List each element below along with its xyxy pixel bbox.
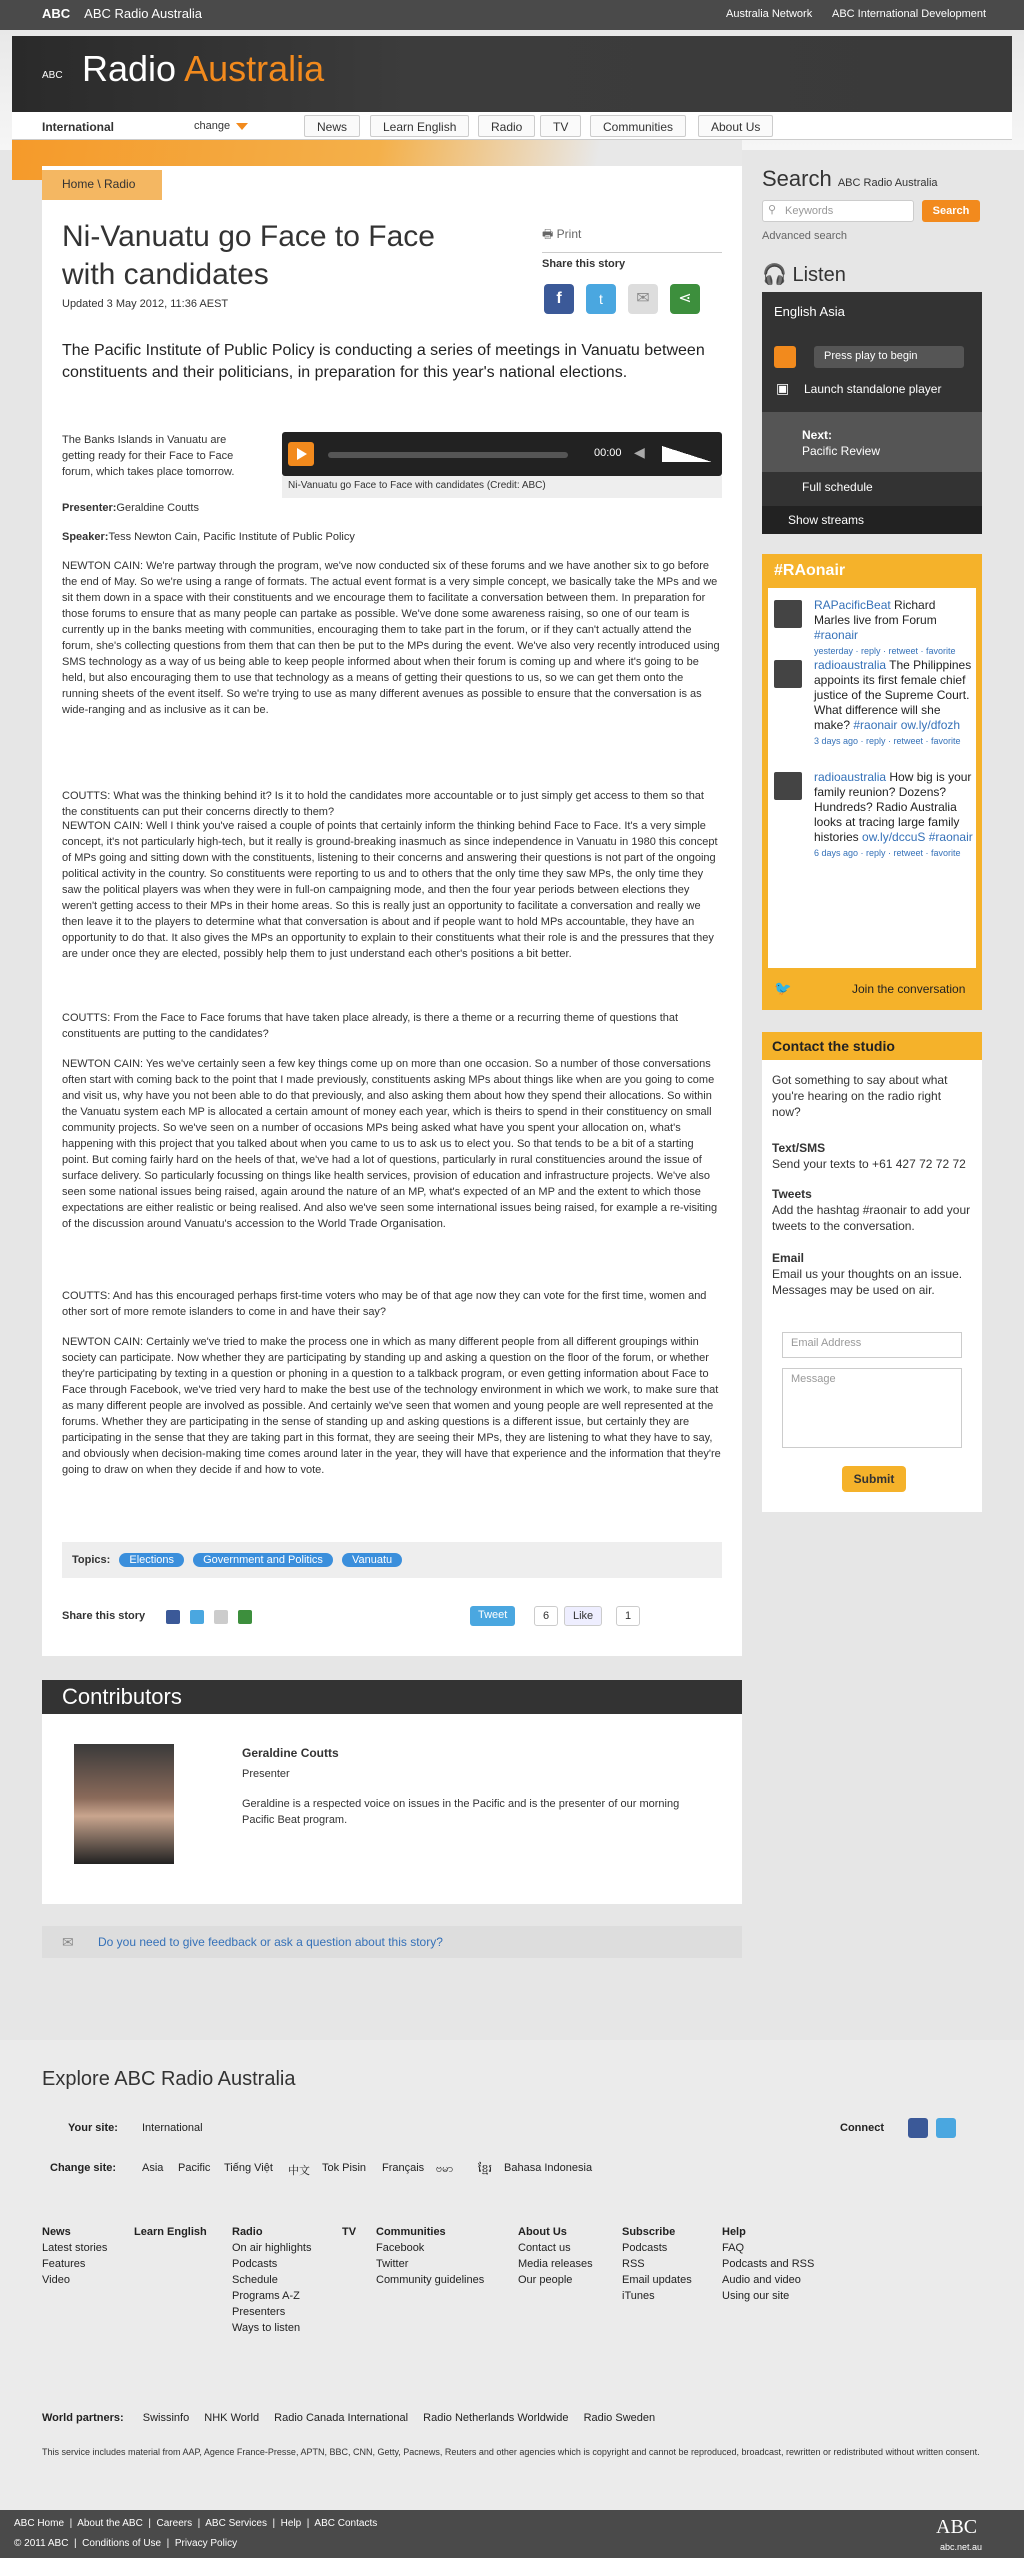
raonair-panel xyxy=(762,554,982,1010)
contact-intro: Got something to say about what you're hearing on the radio right now? xyxy=(772,1073,948,1119)
topic-tag[interactable]: Elections xyxy=(119,1553,184,1567)
article-paragraph: COUTTS: And has this encouraged perhaps first-time voters who may be of that age now they can vote for the first time, women and other sort of more remote islanders to come in and have their say? xyxy=(62,1290,707,1318)
nav-communities[interactable]: Communities xyxy=(590,115,686,137)
search-button[interactable]: Search xyxy=(922,200,980,222)
site-title: Radio Australia xyxy=(82,48,325,89)
main-nav xyxy=(12,112,1012,140)
change-site-label: Change site: xyxy=(50,2162,117,2174)
footer-col: TV xyxy=(342,2226,357,2238)
volume-icon[interactable]: ◀ xyxy=(634,444,645,460)
brand-banner[interactable] xyxy=(12,36,1012,112)
search-icon: ⚲ xyxy=(768,204,777,216)
topic-tag[interactable]: Government and Politics xyxy=(193,1553,333,1567)
contact-title: Contact the studio xyxy=(762,1032,982,1060)
search-title: Search ABC Radio Australia xyxy=(762,166,938,191)
twitter-icon[interactable]: t xyxy=(586,284,616,314)
play-icon xyxy=(297,448,307,460)
nav-radio[interactable]: Radio xyxy=(478,115,535,137)
tweet-item: RAPacificBeat Richard Marles live from Forum #raonair yesterday · reply · retweet · favorite xyxy=(774,598,974,659)
email-label: Email xyxy=(772,1251,805,1265)
footer-col: Learn English xyxy=(134,2226,207,2238)
play-button[interactable] xyxy=(774,346,796,368)
site-vietnamese[interactable]: Tiếng Việt xyxy=(224,2162,273,2174)
chevron-down-icon xyxy=(236,123,248,130)
footer-col: Communities Facebook Twitter Community guidelines xyxy=(376,2226,485,2286)
article-paragraph: NEWTON CAIN: Well I think you've raised a couple of points that certainly inform the thinking behind Face to Face. It's a very simple concept, it's not particularly high-tech, but it really is ground-breaking inasmuch as since independence in Vanuatu in 1980 this concept of MPs going and sitting down with the constituents, listening to their concerns and answering their questions is not part of the ongoing political activity in the country. So constituents were reporting to us and to others that the only time they saw MPs, the only time they saw the political players was when they were in full-on campaigning mode, and then the four year periods between elections they weren't getting access to their MPs in their home areas. So this is really just an opportunity to facilitate a conversation and really we then leave it to the players to determine what that conversation is about and if people want to hold MPs accountable, they have an opportunity to do that. It also gives the MPs an opportunity to explain to their constituents what their role is and the pressures that they are under once they are elected, possibly help them to just understand each other's positions a bit better. xyxy=(62,820,718,960)
volume-slider[interactable] xyxy=(662,446,712,462)
contributor-photo xyxy=(74,1744,174,1864)
footer-col: News Latest stories Features Video xyxy=(42,2226,108,2286)
image-caption: The Banks Islands in Vanuatu are getting ready for their Face to Face forum, which takes place tomorrow. xyxy=(62,434,235,478)
avatar xyxy=(774,660,802,688)
site-khmer[interactable]: ខ្មែរ xyxy=(478,2163,492,2175)
advanced-search-link[interactable]: Advanced search xyxy=(762,230,847,242)
footer-col: About Us Contact us Media releases Our people xyxy=(518,2226,593,2286)
avatar xyxy=(774,772,802,800)
your-site-label: Your site: xyxy=(68,2122,118,2134)
contributor-name[interactable]: Geraldine Coutts xyxy=(242,1746,339,1760)
topic-tag[interactable]: Vanuatu xyxy=(342,1553,402,1567)
tweets-label: Tweets xyxy=(772,1187,812,1201)
world-partners: World partners: Swissinfo NHK World Radio Canada International Radio Netherlands Worldwide Radio Sweden xyxy=(42,2412,656,2424)
avatar xyxy=(774,600,802,628)
email-icon[interactable]: ✉ xyxy=(628,284,658,314)
launch-icon: ▣ xyxy=(776,380,790,396)
your-site[interactable]: International xyxy=(142,2122,203,2134)
share-icon[interactable] xyxy=(238,1610,252,1624)
facebook-icon[interactable] xyxy=(908,2118,928,2138)
contact-studio xyxy=(762,1032,982,1512)
bottom-links: ABC Home | About the ABC | Careers | ABC Services | Help | ABC Contacts xyxy=(14,2518,378,2529)
share-label-bottom: Share this story xyxy=(62,1610,146,1622)
topics-label: Topics: xyxy=(72,1554,111,1566)
email-icon[interactable] xyxy=(214,1610,228,1624)
audio-player xyxy=(282,432,722,476)
facebook-icon[interactable]: f xyxy=(544,284,574,314)
site-pacific[interactable]: Pacific xyxy=(178,2162,211,2174)
join-conversation[interactable]: Join the conversation xyxy=(852,982,966,996)
envelope-icon: ✉ xyxy=(62,1934,74,1950)
contributor-bio: Geraldine is a respected voice on issues in the Pacific and is the presenter of our morning Pacific Beat program. xyxy=(242,1798,680,1826)
twitter-icon[interactable] xyxy=(190,1610,204,1624)
feedback-link[interactable]: ✉ Do you need to give feedback or ask a question about this story? xyxy=(42,1926,742,1958)
page-title: Ni-Vanuatu go Face to Face with candidates xyxy=(62,220,435,291)
presenter-line: Presenter:Geraldine Coutts xyxy=(62,502,199,514)
article-paragraph: NEWTON CAIN: Yes we've certainly seen a few key things come up on more than one occasion. So a number of those conversations often start with coming back to the point that I made previously, constituents asking MPs about things like when are you going to come and visit us, why have you not been able to do that previously, and also asking them about how they spend their allocations. So within the Vanuatu system each MP is allocated a certain amount of money each year, which is theirs to spend in their constituency on small community projects. So we've seen on a number of occasions MPs being asked what have you spent your allocation on, what's happening with this project that you talked about when you came to us to ask us to elect you. So that tends to be a bit of a starting point. But coming fairly hard on the heels of that, we've had a lot of questions, particularly in rural constituencies around the issue of surface delivery. So particularly focussing on things like health services, provision of education and infrastructure projects. We've also seen some national issues being raised, again around the nature of an MP, what's expected of an MP and the extent to which those expectations are either realistic or being realised. And also we've seen some international issues being raised, for example a re-visiting of the discussion around Vanuatu's accession to the World Trade Organisation. xyxy=(62,1058,718,1230)
article-paragraph: COUTTS: What was the thinking behind it? Is it to hold the candidates more accountable or to just simply get access to them so that the constituents can put their concerns directly to them? xyxy=(62,790,704,818)
article-paragraph: NEWTON CAIN: Certainly we've tried to make the process one in which as many different people from all different groupings within society can participate. Now whether they are participating by standing up and asking a question on the floor of the forum, or whether they're participating by texting in a question or phoning in a question to a talkback program, or even getting information about Face to Face through Facebook, we've tried very hard to make the best use of the technology environment in which we work, to make sure that as many different people are involved as possible. And certainly we've seen that women and young people are well represented at the forums. Whether they are participating in the sense of standing up and asking questions is a different issue, but certainly they are participating in the sense that they are taking part in this format, they are seeing their MPs, they are listening to what they have to say, and obviously when decision-making time comes around later in the year, they will have that experience and the information that they're going to draw on when they decide if and how to vote. xyxy=(62,1336,721,1476)
updated-date: Updated 3 May 2012, 11:36 AEST xyxy=(62,298,229,310)
print-button[interactable]: 🖶 Print xyxy=(542,225,722,253)
australia-network-link[interactable]: Australia Network xyxy=(726,8,813,20)
search-input[interactable]: Keywords xyxy=(762,200,914,222)
share-icon[interactable]: ⋖ xyxy=(670,284,700,314)
footer-col: Help FAQ Podcasts and RSS Audio and video Using our site xyxy=(722,2226,815,2302)
abc-intl-dev-link[interactable]: ABC International Development xyxy=(832,8,987,20)
tweet-button[interactable]: Tweet xyxy=(470,1606,515,1626)
footer-col: Radio On air highlights Podcasts Schedule Programs A-Z Presenters Ways to listen xyxy=(232,2226,312,2334)
message-field[interactable]: Message xyxy=(782,1368,962,1448)
stream-name: English Asia xyxy=(774,304,845,319)
top-bar xyxy=(0,0,1024,30)
site-tokpisin[interactable]: Tok Pisin xyxy=(322,2162,367,2174)
headphones-icon: 🎧 xyxy=(762,264,793,286)
tweet-item: radioaustralia How big is your family reunion? Dozens? Hundreds? Radio Australia looks at tracing large family histories ow.ly/dccuS #raonair 6 days ago · reply · retweet · favorite xyxy=(774,770,974,861)
site-chinese[interactable]: 中文 xyxy=(288,2165,310,2177)
abc-logo[interactable]: ABC ABC Radio Australia xyxy=(42,6,202,21)
site-indonesian[interactable]: Bahasa Indonesia xyxy=(504,2162,593,2174)
footer-title: Explore ABC Radio Australia xyxy=(42,2068,296,2090)
show-streams[interactable]: Show streams xyxy=(788,513,865,527)
connect-label: Connect xyxy=(840,2122,884,2134)
article-paragraph: NEWTON CAIN: We're partway through the program, we've now conducted six of these forums and we have another six to go before the end of May. So we're using a range of formats. The actual event format is a very simple concept, we basically take the MPs and we sit them down in a space with their constituents and we encourage them to facilitate a conversation between them. In preparation for those forums to ensure that as many people can partake as possible. We've done some awareness raising, so one of our team is currently up in the banks meeting with communities, encouraging them to take part in the forum, or if they can't actually attend the forum, she's collecting questions from them that can then be put to the MPs during the event. We've also very recently introduced using SMS technology as a way of us being able to keep people informed about when their forum is coming up and where it's going to be held, but also encouraging them to use that technology as a means of getting their questions to us, so we can get them onto the running sheets of the event itself. So we're trying to use as many different avenues as possible to ensure that the conversation is as wide-ranging and as inclusive as it can be. xyxy=(62,560,720,716)
disclaimer: This service includes material from AAP, Agence France-Presse, APTN, BBC, CNN, Getty, Pacnews, Reuters and other agencies which is copyright and cannot be reproduced, broadcast, rewritten or redistributed without written consent. xyxy=(42,2447,980,2457)
bottom-bar xyxy=(0,2510,1024,2558)
sms-text: Send your texts to +61 427 72 72 72 xyxy=(772,1157,966,1171)
nav-learn-english[interactable]: Learn English xyxy=(370,115,469,137)
speaker-line: Speaker:Tess Newton Cain, Pacific Institute of Public Policy xyxy=(62,531,355,543)
play-button[interactable] xyxy=(288,442,314,466)
launch-player[interactable]: Launch standalone player xyxy=(804,382,942,396)
next-box xyxy=(762,412,982,472)
nav-news[interactable]: News xyxy=(304,115,360,137)
tweet-count: 6 xyxy=(534,1606,558,1626)
seek-bar[interactable] xyxy=(328,452,568,458)
footer-col: Subscribe Podcasts RSS Email updates iTunes xyxy=(622,2226,692,2302)
printer-icon: 🖶 xyxy=(542,227,557,241)
abc-footer-logo[interactable]: ABC xyxy=(936,2516,978,2538)
abc-url: abc.net.au xyxy=(940,2542,983,2552)
topics-bar xyxy=(62,1542,722,1578)
next-show[interactable]: Pacific Review xyxy=(802,444,881,458)
article-lead: The Pacific Institute of Public Policy is conducting a series of meetings in Vanuatu between constituents and their politicians, in preparation for this year's national elections. xyxy=(62,342,705,381)
copyright-line: © 2011 ABC | Conditions of Use | Privacy Policy xyxy=(14,2538,238,2549)
contributor-role: Presenter xyxy=(242,1768,290,1780)
site-french[interactable]: Français xyxy=(382,2162,425,2174)
time-display: 00:00 xyxy=(594,447,622,459)
email-field[interactable]: Email Address xyxy=(782,1332,962,1358)
tweet-list xyxy=(768,588,976,968)
breadcrumb[interactable]: Home \ Radio xyxy=(42,170,162,200)
facebook-icon[interactable] xyxy=(166,1610,180,1624)
next-label: Next: xyxy=(802,428,833,442)
nav-tv[interactable]: TV xyxy=(540,115,581,137)
listen-panel xyxy=(762,292,982,534)
press-play[interactable]: Press play to begin xyxy=(814,346,964,368)
abc-mark: ABC xyxy=(42,70,63,81)
player-caption: Ni-Vanuatu go Face to Face with candidates (Credit: ABC) xyxy=(282,476,722,498)
share-label: Share this story xyxy=(542,258,626,270)
nav-about-us[interactable]: About Us xyxy=(698,115,773,137)
listen-heading: 🎧 Listen xyxy=(762,264,846,286)
tweets-text: Add the hashtag #raonair to add your tweets to the conversation. xyxy=(772,1203,971,1233)
site-asia[interactable]: Asia xyxy=(142,2162,164,2174)
twitter-icon[interactable] xyxy=(936,2118,956,2138)
region-label: International xyxy=(42,120,115,134)
full-schedule[interactable]: Full schedule xyxy=(802,480,873,494)
raonair-title: #RAonair xyxy=(774,562,846,579)
like-count: 1 xyxy=(616,1606,640,1626)
change-region[interactable]: change xyxy=(194,120,248,132)
contributors-heading: Contributors xyxy=(42,1680,742,1714)
like-button[interactable]: Like xyxy=(564,1606,602,1626)
sms-label: Text/SMS xyxy=(772,1141,826,1155)
submit-button[interactable]: Submit xyxy=(842,1466,906,1492)
email-text: Email us your thoughts on an issue. Messages may be used on air. xyxy=(772,1267,963,1297)
article-paragraph: COUTTS: From the Face to Face forums that have taken place already, is there a theme or a recurring theme of questions that constituents are putting to the candidates? xyxy=(62,1012,679,1040)
twitter-bird-icon: 🐦 xyxy=(774,980,792,996)
tweet-item: radioaustralia The Philippines appoints its first female chief justice of the Supreme Court. What difference will she make? #raonair ow.ly/dfozh 3 days ago · reply · retweet · favorite xyxy=(774,658,974,749)
site-burmese[interactable]: ဗမာ xyxy=(436,2163,454,2175)
